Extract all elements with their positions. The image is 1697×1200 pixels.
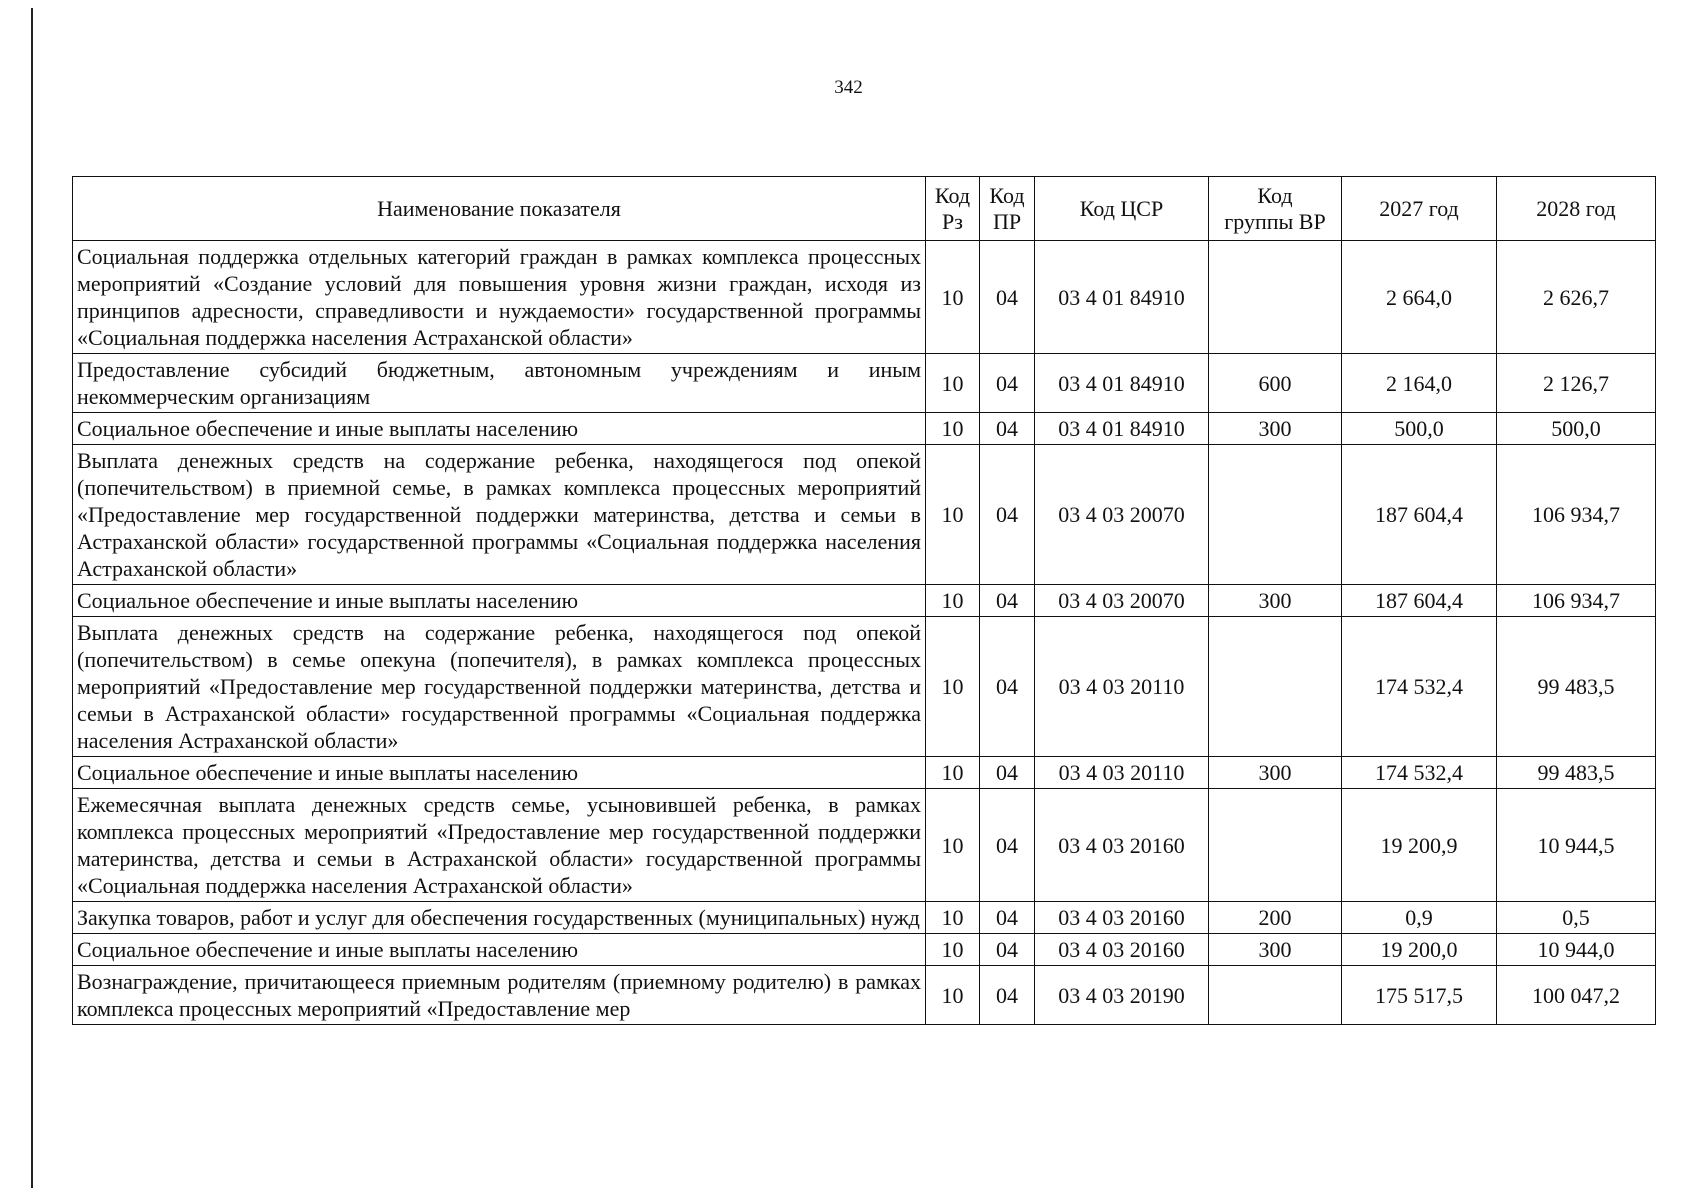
budget-table [72,176,1656,1025]
cell-2028: 99 483,5 [1497,757,1656,789]
table-row [73,241,1656,354]
cell-2027: 2 164,0 [1342,354,1497,413]
header-year-2027: 2027 год [1342,177,1497,241]
cell-rz: 10 [926,789,980,902]
page-number: 342 [834,77,863,98]
table-row [73,902,1656,934]
cell-pr: 04 [980,617,1035,757]
header-name: Наименование показателя [73,177,926,241]
cell-rz: 10 [926,354,980,413]
header-year-2028: 2028 год [1497,177,1656,241]
cell-rz: 10 [926,445,980,585]
cell-2028: 10 944,5 [1497,789,1656,902]
cell-2028: 99 483,5 [1497,617,1656,757]
cell-name: Ежемесячная выплата денежных средств семье, усыновившей ребенка, в рамках комплекса процессных мероприятий «Предоставление мер государственной поддержки материнства, детства и семьи в Астраханской области» государственной программы «Социальная поддержка населения Астраханской области» [73,789,926,902]
cell-rz: 10 [926,585,980,617]
table-row [73,617,1656,757]
cell-name: Социальное обеспечение и иные выплаты населению [73,934,926,966]
cell-2027: 187 604,4 [1342,445,1497,585]
cell-vr: 300 [1209,585,1342,617]
cell-name: Предоставление субсидий бюджетным, автономным учреждениям и иным некоммерческим организациям [73,354,926,413]
cell-pr: 04 [980,757,1035,789]
cell-name: Социальное обеспечение и иные выплаты населению [73,413,926,445]
header-rz: Код Рз [926,177,980,241]
cell-vr [1209,789,1342,902]
header-pr: Код ПР [980,177,1035,241]
header-vr: Код группы ВР [1209,177,1342,241]
cell-pr: 04 [980,789,1035,902]
cell-csr: 03 4 03 20160 [1035,902,1209,934]
cell-csr: 03 4 01 84910 [1035,241,1209,354]
cell-pr: 04 [980,354,1035,413]
cell-vr: 300 [1209,413,1342,445]
cell-2027: 174 532,4 [1342,757,1497,789]
cell-vr: 300 [1209,757,1342,789]
cell-name: Вознаграждение, причитающееся приемным родителям (приемному родителю) в рамках комплекса процессных мероприятий «Предоставление мер [73,966,926,1025]
table-row [73,445,1656,585]
cell-2027: 19 200,9 [1342,789,1497,902]
table-row [73,354,1656,413]
cell-rz: 10 [926,413,980,445]
cell-2027: 0,9 [1342,902,1497,934]
cell-2027: 174 532,4 [1342,617,1497,757]
cell-2027: 175 517,5 [1342,966,1497,1025]
cell-2028: 0,5 [1497,902,1656,934]
cell-rz: 10 [926,934,980,966]
cell-rz: 10 [926,757,980,789]
cell-2028: 10 944,0 [1497,934,1656,966]
cell-pr: 04 [980,241,1035,354]
cell-csr: 03 4 01 84910 [1035,413,1209,445]
cell-csr: 03 4 03 20110 [1035,757,1209,789]
cell-name: Социальное обеспечение и иные выплаты населению [73,757,926,789]
cell-csr: 03 4 03 20160 [1035,789,1209,902]
cell-vr: 300 [1209,934,1342,966]
cell-pr: 04 [980,585,1035,617]
cell-pr: 04 [980,966,1035,1025]
cell-vr: 200 [1209,902,1342,934]
cell-vr [1209,241,1342,354]
table-body [73,241,1656,1025]
cell-pr: 04 [980,902,1035,934]
binding-line [31,8,33,1188]
cell-vr: 600 [1209,354,1342,413]
cell-csr: 03 4 01 84910 [1035,354,1209,413]
table-row [73,757,1656,789]
cell-rz: 10 [926,966,980,1025]
table-row [73,413,1656,445]
cell-rz: 10 [926,617,980,757]
cell-pr: 04 [980,934,1035,966]
cell-vr [1209,617,1342,757]
cell-2028: 100 047,2 [1497,966,1656,1025]
cell-2027: 500,0 [1342,413,1497,445]
cell-csr: 03 4 03 20070 [1035,585,1209,617]
cell-pr: 04 [980,413,1035,445]
cell-pr: 04 [980,445,1035,585]
cell-name: Выплата денежных средств на содержание ребенка, находящегося под опекой (попечительством) в приемной семье, в рамках комплекса процессных мероприятий «Предоставление мер государственной поддержки материнства, детства и семьи в Астраханской области» государственной программы «Социальная поддержка населения Астраханской области» [73,445,926,585]
cell-2028: 2 126,7 [1497,354,1656,413]
cell-2028: 106 934,7 [1497,445,1656,585]
cell-vr [1209,966,1342,1025]
cell-name: Закупка товаров, работ и услуг для обеспечения государственных (муниципальных) нужд [73,902,926,934]
cell-2028: 500,0 [1497,413,1656,445]
cell-2028: 106 934,7 [1497,585,1656,617]
cell-csr: 03 4 03 20070 [1035,445,1209,585]
cell-rz: 10 [926,902,980,934]
cell-name: Социальная поддержка отдельных категорий граждан в рамках комплекса процессных мероприятий «Создание условий для повышения уровня жизни граждан, исходя из принципов адресности, справедливости и нуждаемости» государственной программы «Социальная поддержка населения Астраханской области» [73,241,926,354]
cell-2027: 19 200,0 [1342,934,1497,966]
cell-rz: 10 [926,241,980,354]
table-row [73,934,1656,966]
cell-csr: 03 4 03 20190 [1035,966,1209,1025]
cell-name: Социальное обеспечение и иные выплаты населению [73,585,926,617]
header-csr: Код ЦСР [1035,177,1209,241]
cell-name: Выплата денежных средств на содержание ребенка, находящегося под опекой (попечительством) в семье опекуна (попечителя), в рамках комплекса процессных мероприятий «Предоставление мер государственной поддержки материнства, детства и семьи в Астраханской области» государственной программы «Социальная поддержка населения Астраханской области» [73,617,926,757]
table-row [73,966,1656,1025]
cell-2027: 2 664,0 [1342,241,1497,354]
cell-csr: 03 4 03 20160 [1035,934,1209,966]
cell-2027: 187 604,4 [1342,585,1497,617]
table-row [73,585,1656,617]
cell-vr [1209,445,1342,585]
table-row [73,789,1656,902]
cell-2028: 2 626,7 [1497,241,1656,354]
table-header-row [73,177,1656,241]
cell-csr: 03 4 03 20110 [1035,617,1209,757]
